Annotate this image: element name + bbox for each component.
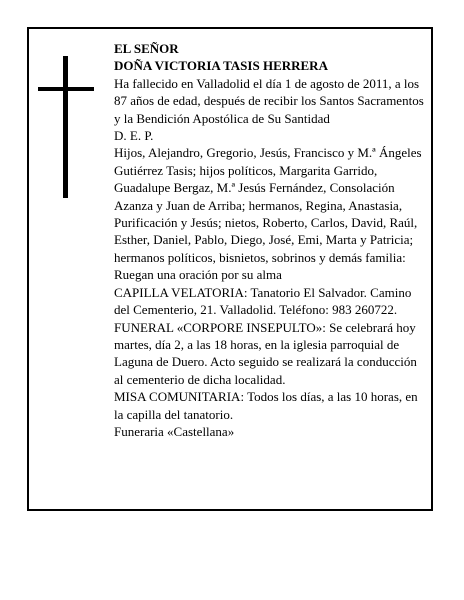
cross-icon — [63, 56, 68, 198]
notice-title: EL SEÑOR — [114, 41, 179, 56]
funeral-home: Funeraria «Castellana» — [114, 423, 235, 439]
mass-info: MISA COMUNITARIA: Todos los días, a las 10 horas, en la capilla del tanatorio. — [114, 389, 418, 422]
obituary-text — [114, 40, 426, 440]
deceased-name: DOÑA VICTORIA TASIS HERRERA — [114, 58, 328, 74]
funeral-info: FUNERAL «CORPORE INSEPULTO»: Se celebrará hoy martes, día 2, a las 18 horas, en la iglesia parroquial de Laguna de Duero. Acto seguido se realizará la conducción al cementerio de dicha localidad. — [114, 319, 417, 387]
chapel-info: CAPILLA VELATORIA: Tanatorio El Salvador. Camino del Cementerio, 21. Valladolid. Teléfono: 983 260722. — [114, 284, 412, 318]
cross-icon-crossbar — [38, 87, 94, 91]
prayer-request: Ruegan una oración por su alma — [114, 267, 282, 283]
death-info: Ha fallecido en Valladolid el día 1 de agosto de 2011, a los 87 años de edad, después de recibir los Santos Sacramentos y la Bendición Apostólica de Su Santidad — [114, 75, 424, 126]
dep-text: D. E. P. — [114, 128, 154, 144]
family-list: Hijos, Alejandro, Gregorio, Jesús, Francisco y M.ª Ángeles Gutiérrez Tasis; hijos políticos, Margarita Garrido, Guadalupe Bergaz, M.ª Jesús Fernández, Consolación Azanza y Juan de Arriba; hermanos, Regina, Anastasia, Purificación y Jesús; nietos, Roberto, Carlos, David, Raúl, Esther, Daniel, Pablo, Diego, José, Emi, Marta y Patricia; hermanos políticos, bisnietos, sobrinos y demás familia: — [114, 145, 422, 265]
